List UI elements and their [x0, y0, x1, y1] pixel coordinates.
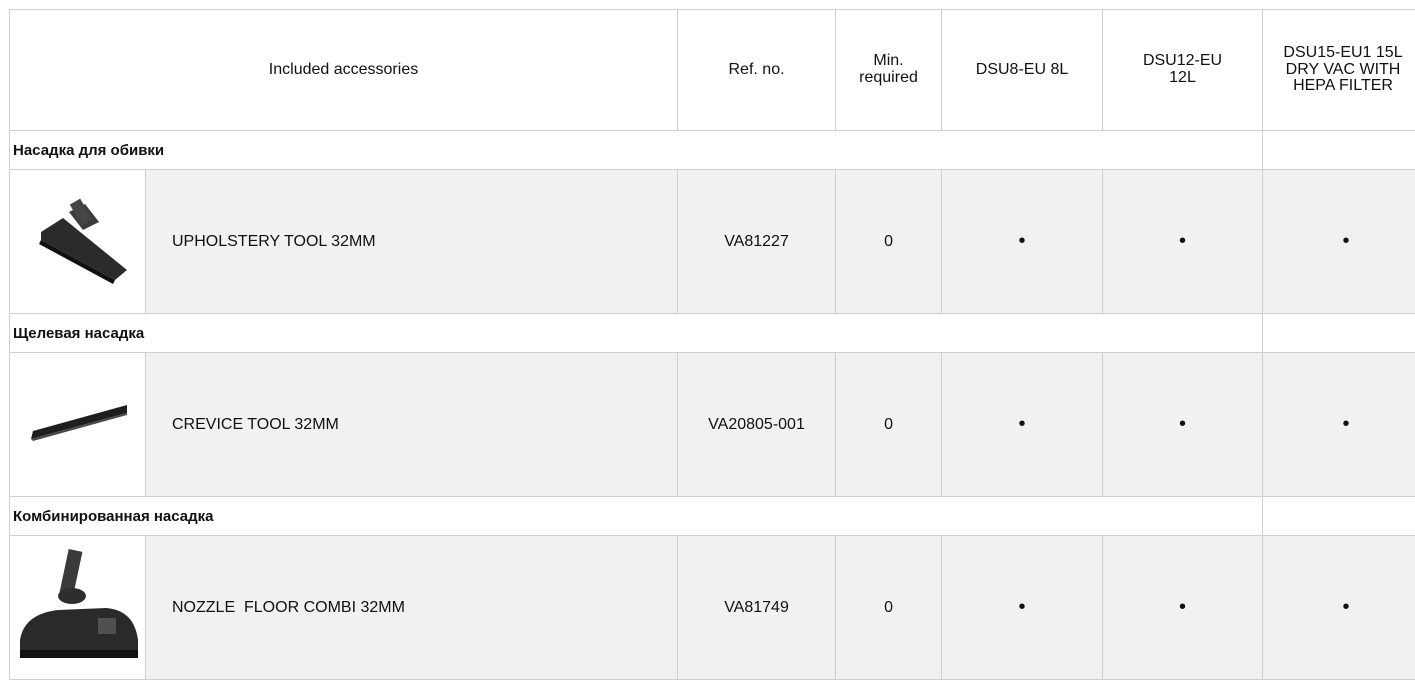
model-2-mark: •	[1103, 170, 1263, 314]
table-row	[10, 170, 1415, 314]
group-empty-cell	[1263, 497, 1415, 536]
item-ref: VA81749	[678, 536, 836, 680]
item-name: CREVICE TOOL 32MM	[146, 353, 678, 497]
header-included-accessories: Included accessories	[10, 10, 678, 131]
group-label: Комбинированная насадка	[10, 497, 1263, 536]
header-ref-no: Ref. no.	[678, 10, 836, 131]
header-row	[10, 10, 1415, 131]
group-empty-cell	[1263, 314, 1415, 353]
model-3-mark: •	[1263, 536, 1415, 680]
model-1-mark: •	[942, 170, 1103, 314]
model-1-mark: •	[942, 536, 1103, 680]
group-row	[10, 314, 1415, 353]
group-label: Насадка для обивки	[10, 131, 1263, 170]
group-row	[10, 131, 1415, 170]
model-2-mark: •	[1103, 353, 1263, 497]
crevice-tool-icon	[23, 395, 133, 455]
header-min-required: Min. required	[836, 10, 942, 131]
upholstery-tool-icon	[23, 192, 133, 292]
group-row	[10, 497, 1415, 536]
table-row	[10, 536, 1415, 680]
item-min: 0	[836, 353, 942, 497]
model-2-mark: •	[1103, 536, 1263, 680]
table-row	[10, 353, 1415, 497]
group-empty-cell	[1263, 131, 1415, 170]
item-name: NOZZLE FLOOR COMBI 32MM	[146, 536, 678, 680]
item-ref: VA81227	[678, 170, 836, 314]
header-model-1: DSU8-EU 8L	[942, 10, 1103, 131]
item-min: 0	[836, 536, 942, 680]
accessories-table	[9, 9, 1415, 680]
header-model-3: DSU15-EU1 15L DRY VAC WITH HEPA FILTER	[1263, 10, 1415, 131]
item-image	[10, 170, 146, 314]
item-ref: VA20805-001	[678, 353, 836, 497]
group-label: Щелевая насадка	[10, 314, 1263, 353]
header-model-2: DSU12-EU 12L	[1103, 10, 1263, 131]
item-image	[10, 536, 146, 680]
floor-nozzle-icon	[14, 544, 142, 672]
model-3-mark: •	[1263, 170, 1415, 314]
item-name: UPHOLSTERY TOOL 32MM	[146, 170, 678, 314]
item-min: 0	[836, 170, 942, 314]
model-1-mark: •	[942, 353, 1103, 497]
item-image	[10, 353, 146, 497]
model-3-mark: •	[1263, 353, 1415, 497]
